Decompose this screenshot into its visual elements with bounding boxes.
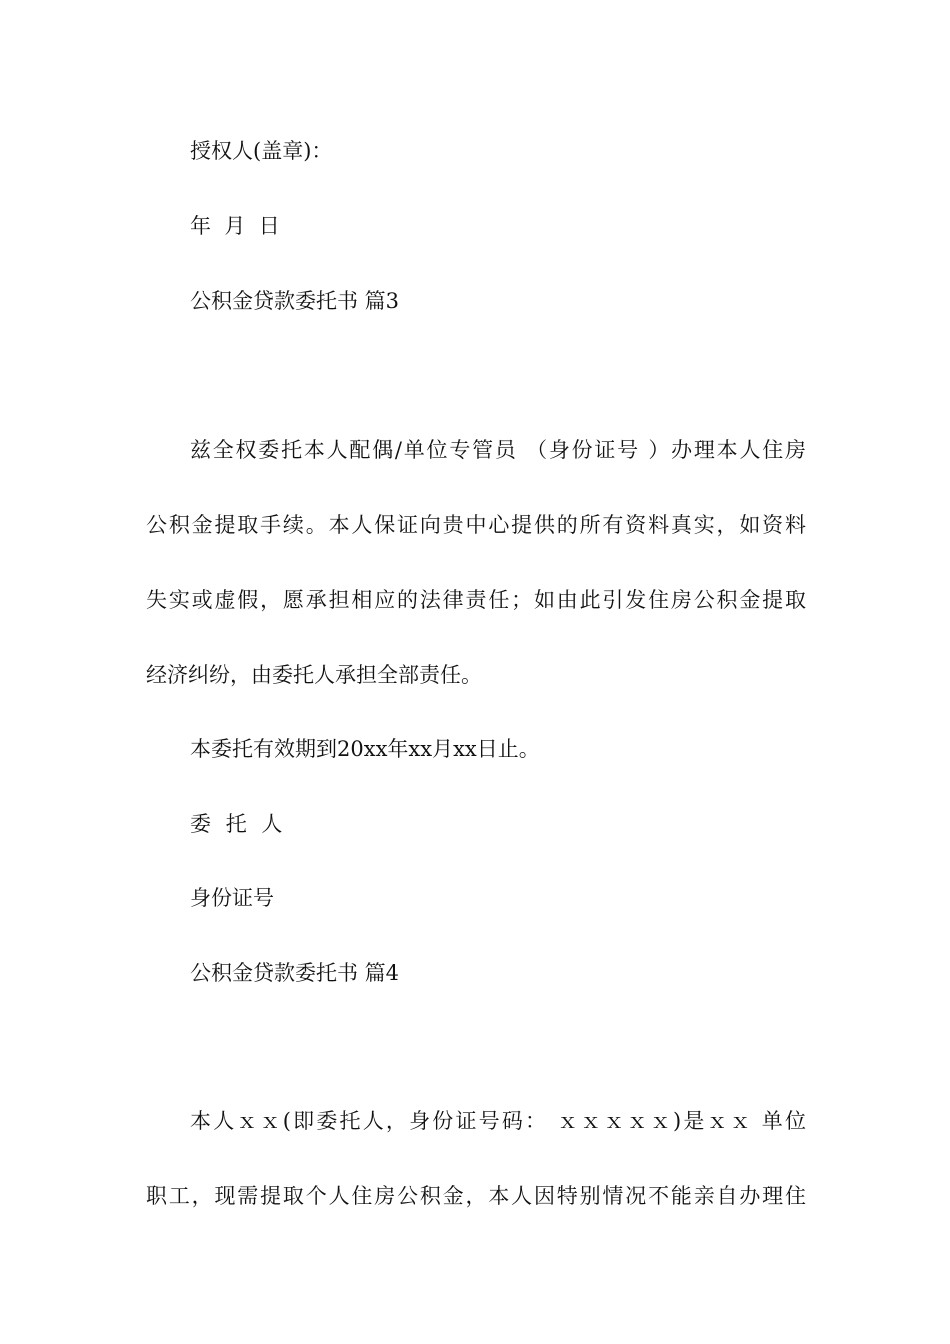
- section4-paragraph-line-1: 本人ｘｘ(即委托人，身份证号码： ｘｘｘｘｘ)是ｘｘ 单位: [190, 1109, 806, 1133]
- section3-paragraph-line-2: 公积金提取手续。本人保证向贵中心提供的所有资料真实，如资料: [146, 513, 806, 537]
- date-line: 年 月 日: [190, 214, 280, 238]
- authorizer-seal-label: 授权人(盖章)：: [190, 139, 333, 163]
- section4-heading: 公积金贷款委托书 篇4: [190, 961, 400, 985]
- section3-paragraph-line-4: 经济纠纷，由委托人承担全部责任。: [146, 663, 482, 687]
- section3-paragraph-line-3: 失实或虚假，愿承担相应的法律责任；如由此引发住房公积金提取: [146, 588, 806, 612]
- section4-paragraph-line-2: 职工，现需提取个人住房公积金，本人因特别情况不能亲自办理住: [146, 1184, 806, 1208]
- section3-paragraph-line-1: 兹全权委托本人配偶/单位专管员 （身份证号 ）办理本人住房: [190, 438, 806, 462]
- id-number-label: 身份证号: [190, 886, 274, 910]
- principal-label: 委托人: [190, 812, 298, 836]
- section3-heading: 公积金贷款委托书 篇3: [190, 289, 400, 313]
- validity-statement: 本委托有效期到20xx年xx月xx日止。: [190, 737, 540, 761]
